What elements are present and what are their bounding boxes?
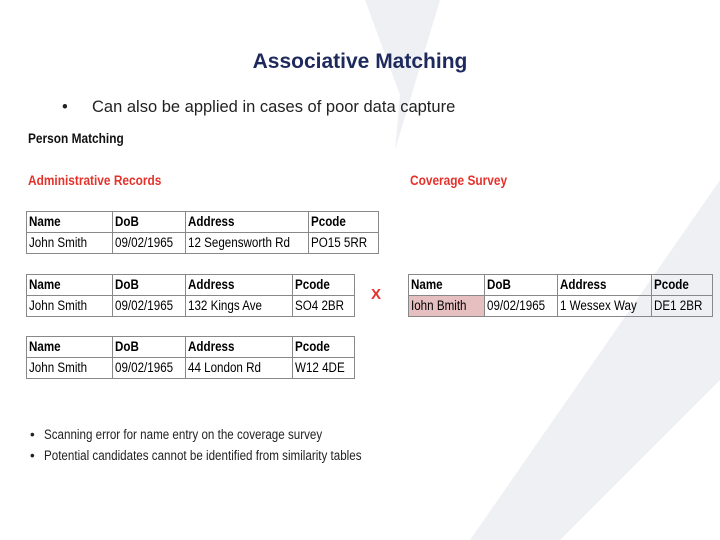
header-address: Address (185, 275, 292, 296)
cell-address: 132 Kings Ave (185, 296, 292, 317)
header-dob: DoB (113, 212, 186, 233)
header-name: Name (27, 337, 113, 358)
cell-dob: 09/02/1965 (113, 233, 186, 254)
header-dob: DoB (113, 337, 186, 358)
header-dob: DoB (113, 275, 186, 296)
cell-dob: 09/02/1965 (485, 296, 558, 317)
admin-record-table-3 (26, 336, 355, 379)
list-item: • Potential candidates cannot be identified from similarity tables (30, 445, 413, 466)
table-row (27, 296, 355, 317)
table-header-row (409, 275, 713, 296)
header-address: Address (185, 212, 309, 233)
cell-name: John Smith (27, 296, 113, 317)
cell-address: 1 Wessex Way (557, 296, 651, 317)
notes-list (30, 424, 413, 466)
header-pcode: Pcode (292, 337, 355, 358)
table-header-row (27, 337, 355, 358)
admin-record-table-2 (26, 274, 355, 317)
cell-pcode: W12 4DE (292, 358, 355, 379)
table-header-row (27, 275, 355, 296)
section-title: Person Matching (28, 131, 124, 146)
cell-name: John Smith (27, 358, 113, 379)
table-header-row (27, 212, 379, 233)
table-row (27, 233, 379, 254)
header-pcode: Pcode (292, 275, 354, 296)
header-pcode: Pcode (309, 212, 379, 233)
cell-dob: 09/02/1965 (113, 358, 186, 379)
no-match-marker: X (371, 286, 382, 303)
header-name: Name (409, 275, 485, 296)
bullet-dot: • (30, 448, 35, 463)
header-name: Name (27, 212, 113, 233)
header-pcode: Pcode (651, 275, 712, 296)
top-bullet (62, 98, 455, 117)
list-item: • Scanning error for name entry on the coverage survey (30, 424, 413, 445)
admin-record-table-1 (26, 211, 379, 254)
cell-pcode: SO4 2BR (292, 296, 354, 317)
coverage-survey-table (408, 274, 713, 317)
header-name: Name (27, 275, 113, 296)
bullet-dot: • (30, 427, 35, 442)
bullet-text: Can also be applied in cases of poor data capture (92, 98, 456, 116)
header-address: Address (557, 275, 651, 296)
table-row (409, 296, 713, 317)
cell-name: John Smith (27, 233, 113, 254)
bullet-dot: • (62, 98, 68, 116)
table-row (27, 358, 355, 379)
cell-address: 12 Segensworth Rd (185, 233, 309, 254)
slide-title: Associative Matching (252, 50, 468, 73)
cell-address: 44 London Rd (185, 358, 292, 379)
coverage-survey-heading: Coverage Survey (410, 173, 508, 188)
cell-pcode: DE1 2BR (651, 296, 712, 317)
header-address: Address (185, 337, 292, 358)
cell-pcode: PO15 5RR (309, 233, 379, 254)
cell-dob: 09/02/1965 (113, 296, 186, 317)
header-dob: DoB (485, 275, 558, 296)
cell-name-highlighted: Iohn Bmith (409, 296, 485, 317)
admin-records-heading: Administrative Records (28, 173, 162, 188)
